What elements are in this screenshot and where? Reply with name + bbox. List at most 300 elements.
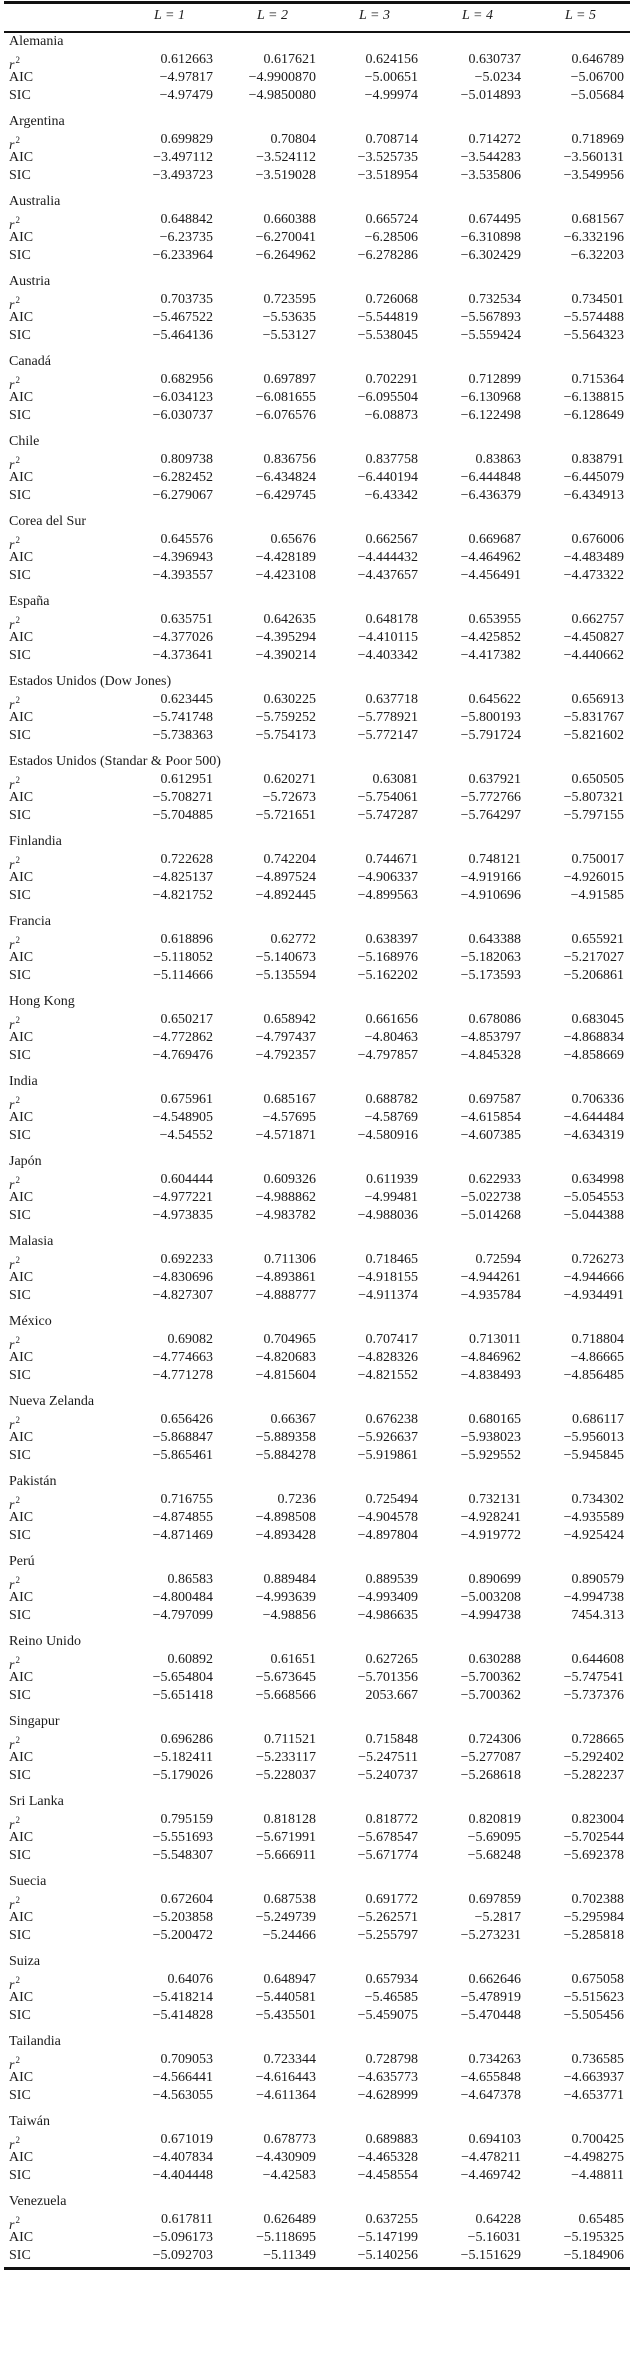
r-exponent: 2 bbox=[15, 1575, 20, 1585]
r-squared-value-l4: 0.674495 bbox=[468, 212, 521, 227]
r-symbol: r bbox=[9, 1578, 15, 1593]
aic-value-l1: −4.407834 bbox=[152, 2150, 213, 2165]
sic-row-label: SIC bbox=[9, 1928, 31, 1943]
aic-value-l4: −5.003208 bbox=[460, 1590, 521, 1605]
sic-row bbox=[0, 1607, 640, 1625]
aic-value-l4: −5.022738 bbox=[460, 1190, 521, 1205]
country-row bbox=[0, 913, 640, 931]
r-squared-value-l4: 0.637921 bbox=[468, 772, 521, 787]
aic-row bbox=[0, 2149, 640, 2167]
r-squared-value-l4: 0.697859 bbox=[468, 1892, 521, 1907]
r-squared-value-l3: 0.638397 bbox=[365, 932, 418, 947]
r-squared-value-l4: 0.680165 bbox=[468, 1412, 521, 1427]
r-symbol: r bbox=[9, 698, 15, 713]
sic-value-l5: −4.858669 bbox=[563, 1048, 624, 1063]
sic-value-l1: −4.827307 bbox=[152, 1288, 213, 1303]
r-squared-value-l5: 0.702388 bbox=[571, 1892, 624, 1907]
sic-value-l4: −5.791724 bbox=[460, 728, 521, 743]
column-header-l3: L = 3 bbox=[359, 8, 390, 23]
aic-value-l3: −5.701356 bbox=[357, 1670, 418, 1685]
r-squared-value-l1: 0.604444 bbox=[160, 1172, 213, 1187]
r-squared-value-l5: 0.675058 bbox=[571, 1972, 624, 1987]
country-name: México bbox=[9, 1314, 52, 1329]
r-squared-value-l2: 0.697897 bbox=[263, 372, 316, 387]
sic-value-l2: −5.53127 bbox=[262, 328, 316, 343]
aic-value-l3: −6.440194 bbox=[357, 470, 418, 485]
aic-value-l4: −4.615854 bbox=[460, 1110, 521, 1125]
sic-value-l5: −5.564323 bbox=[563, 328, 624, 343]
r-squared-value-l1: 0.618896 bbox=[160, 932, 213, 947]
aic-value-l3: −4.465328 bbox=[357, 2150, 418, 2165]
aic-value-l5: −5.195325 bbox=[563, 2230, 624, 2245]
aic-value-l3: −5.168976 bbox=[357, 950, 418, 965]
r-squared-row bbox=[0, 2131, 640, 2153]
sic-value-l1: −5.548307 bbox=[152, 1848, 213, 1863]
r-squared-row bbox=[0, 1171, 640, 1193]
aic-row bbox=[0, 1909, 640, 1927]
sic-row-label: SIC bbox=[9, 968, 31, 983]
r-squared-value-l3: 0.637718 bbox=[365, 692, 418, 707]
sic-row bbox=[0, 167, 640, 185]
sic-value-l5: −5.505456 bbox=[563, 2008, 624, 2023]
aic-value-l1: −5.096173 bbox=[152, 2230, 213, 2245]
aic-value-l3: −5.544819 bbox=[357, 310, 418, 325]
r-exponent: 2 bbox=[15, 1255, 20, 1265]
country-name: Reino Unido bbox=[9, 1634, 81, 1649]
aic-value-l1: −4.825137 bbox=[152, 870, 213, 885]
r-squared-value-l3: 0.648178 bbox=[365, 612, 418, 627]
r-symbol: r bbox=[9, 938, 15, 953]
r-squared-value-l1: 0.692233 bbox=[160, 1252, 213, 1267]
sic-value-l1: −4.769476 bbox=[152, 1048, 213, 1063]
r-squared-value-l5: 0.65485 bbox=[578, 2212, 624, 2227]
sic-value-l1: −5.651418 bbox=[152, 1688, 213, 1703]
country-row bbox=[0, 2033, 640, 2051]
aic-row bbox=[0, 1749, 640, 1767]
country-row bbox=[0, 1873, 640, 1891]
sic-row bbox=[0, 2087, 640, 2105]
r-squared-value-l5: 0.750017 bbox=[571, 852, 624, 867]
sic-value-l4: −5.700362 bbox=[460, 1688, 521, 1703]
r-squared-value-l5: 0.681567 bbox=[571, 212, 624, 227]
country-group bbox=[0, 193, 640, 273]
r-squared-row bbox=[0, 611, 640, 633]
aic-value-l3: −4.80463 bbox=[364, 1030, 418, 1045]
country-group bbox=[0, 273, 640, 353]
r-squared-value-l5: 0.634998 bbox=[571, 1172, 624, 1187]
r-squared-value-l3: 0.708714 bbox=[365, 132, 418, 147]
aic-row bbox=[0, 149, 640, 167]
r-squared-value-l4: 0.83863 bbox=[475, 452, 521, 467]
aic-value-l2: −5.72673 bbox=[262, 790, 316, 805]
r-symbol: r bbox=[9, 1098, 15, 1113]
sic-row bbox=[0, 647, 640, 665]
r-symbol: r bbox=[9, 458, 15, 473]
r-squared-value-l4: 0.890699 bbox=[468, 1572, 521, 1587]
aic-value-l5: −5.574488 bbox=[563, 310, 624, 325]
country-group bbox=[0, 353, 640, 433]
r-squared-value-l3: 0.726068 bbox=[365, 292, 418, 307]
r-squared-value-l3: 0.715848 bbox=[365, 1732, 418, 1747]
sic-value-l3: −4.797857 bbox=[357, 1048, 418, 1063]
aic-value-l5: −6.138815 bbox=[563, 390, 624, 405]
table-header bbox=[0, 8, 640, 28]
aic-value-l5: −4.944666 bbox=[563, 1270, 624, 1285]
sic-value-l5: −6.434913 bbox=[563, 488, 624, 503]
sic-row-label: SIC bbox=[9, 728, 31, 743]
country-name: Canadá bbox=[9, 354, 51, 369]
r-squared-value-l3: 0.707417 bbox=[365, 1332, 418, 1347]
sic-value-l5: −5.692378 bbox=[563, 1848, 624, 1863]
sic-value-l2: −5.884278 bbox=[255, 1448, 316, 1463]
aic-row bbox=[0, 2069, 640, 2087]
r-squared-value-l2: 0.711306 bbox=[264, 1252, 316, 1267]
country-row bbox=[0, 513, 640, 531]
sic-row-label: SIC bbox=[9, 1288, 31, 1303]
country-row bbox=[0, 273, 640, 291]
r-squared-value-l3: 0.889539 bbox=[365, 1572, 418, 1587]
country-row bbox=[0, 1713, 640, 1731]
sic-value-l5: −5.285818 bbox=[563, 1928, 624, 1943]
aic-value-l5: −4.86665 bbox=[570, 1350, 624, 1365]
r-exponent: 2 bbox=[15, 295, 20, 305]
aic-value-l2: −4.797437 bbox=[255, 1030, 316, 1045]
aic-row-label: AIC bbox=[9, 1830, 34, 1845]
r-symbol: r bbox=[9, 298, 15, 313]
aic-row bbox=[0, 469, 640, 487]
r-squared-value-l1: 0.675961 bbox=[160, 1092, 213, 1107]
aic-value-l4: −6.130968 bbox=[460, 390, 521, 405]
aic-value-l4: −5.938023 bbox=[460, 1430, 521, 1445]
aic-value-l4: −4.425852 bbox=[460, 630, 521, 645]
sic-row-label: SIC bbox=[9, 1768, 31, 1783]
r-squared-value-l5: 0.706336 bbox=[571, 1092, 624, 1107]
r-squared-value-l3: 0.691772 bbox=[365, 1892, 418, 1907]
aic-value-l5: −5.807321 bbox=[563, 790, 624, 805]
aic-row bbox=[0, 549, 640, 567]
r-squared-row bbox=[0, 371, 640, 393]
r-squared-value-l5: 0.890579 bbox=[571, 1572, 624, 1587]
r-squared-value-l5: 0.718969 bbox=[571, 132, 624, 147]
r-squared-value-l5: 0.662757 bbox=[571, 612, 624, 627]
r-symbol: r bbox=[9, 1658, 15, 1673]
sic-value-l4: −3.535806 bbox=[460, 168, 521, 183]
sic-value-l3: −5.255797 bbox=[357, 1928, 418, 1943]
country-name: Pakistán bbox=[9, 1474, 57, 1489]
country-name: Austria bbox=[9, 274, 51, 289]
r-squared-value-l2: 0.648947 bbox=[263, 1972, 316, 1987]
r-squared-value-l1: 0.656426 bbox=[160, 1412, 213, 1427]
aic-value-l3: −5.678547 bbox=[357, 1830, 418, 1845]
aic-value-l1: −4.396943 bbox=[152, 550, 213, 565]
r-squared-value-l4: 0.724306 bbox=[468, 1732, 521, 1747]
aic-row bbox=[0, 309, 640, 327]
sic-value-l4: −5.68248 bbox=[467, 1848, 521, 1863]
r-squared-row bbox=[0, 1011, 640, 1033]
sic-value-l2: −5.721651 bbox=[255, 808, 316, 823]
aic-row bbox=[0, 789, 640, 807]
aic-value-l4: −5.800193 bbox=[460, 710, 521, 725]
r-squared-value-l3: 0.688782 bbox=[365, 1092, 418, 1107]
r-squared-row bbox=[0, 131, 640, 153]
sic-value-l1: −4.373641 bbox=[152, 648, 213, 663]
aic-value-l4: −5.16031 bbox=[467, 2230, 521, 2245]
aic-value-l2: −4.893861 bbox=[255, 1270, 316, 1285]
aic-value-l4: −4.846962 bbox=[460, 1350, 521, 1365]
sic-value-l1: −5.114666 bbox=[153, 968, 213, 983]
sic-value-l5: −5.282237 bbox=[563, 1768, 624, 1783]
sic-row-label: SIC bbox=[9, 1048, 31, 1063]
r-squared-value-l1: 0.648842 bbox=[160, 212, 213, 227]
aic-row bbox=[0, 869, 640, 887]
sic-value-l4: −6.122498 bbox=[460, 408, 521, 423]
r-squared-value-l2: 0.836756 bbox=[263, 452, 316, 467]
sic-value-l1: −4.54552 bbox=[159, 1128, 213, 1143]
r-squared-row bbox=[0, 291, 640, 313]
r-squared-value-l4: 0.653955 bbox=[468, 612, 521, 627]
aic-value-l1: −5.551693 bbox=[152, 1830, 213, 1845]
aic-row-label: AIC bbox=[9, 1510, 34, 1525]
r-squared-value-l3: 0.718465 bbox=[365, 1252, 418, 1267]
aic-value-l2: −4.395294 bbox=[255, 630, 316, 645]
sic-row-label: SIC bbox=[9, 328, 31, 343]
sic-value-l2: −6.264962 bbox=[255, 248, 316, 263]
sic-value-l5: −4.634319 bbox=[563, 1128, 624, 1143]
aic-value-l3: −5.262571 bbox=[357, 1910, 418, 1925]
sic-row bbox=[0, 567, 640, 585]
sic-value-l3: −4.628999 bbox=[357, 2088, 418, 2103]
r-squared-value-l2: 0.630225 bbox=[263, 692, 316, 707]
r-squared-value-l3: 0.63081 bbox=[372, 772, 418, 787]
aic-value-l3: −5.247511 bbox=[358, 1750, 418, 1765]
aic-value-l2: −4.993639 bbox=[255, 1590, 316, 1605]
r-squared-value-l1: 0.645576 bbox=[160, 532, 213, 547]
r-squared-value-l1: 0.60892 bbox=[167, 1652, 213, 1667]
aic-row bbox=[0, 1669, 640, 1687]
country-row bbox=[0, 1633, 640, 1651]
r-squared-value-l1: 0.703735 bbox=[160, 292, 213, 307]
country-name: Estados Unidos (Dow Jones) bbox=[9, 674, 172, 689]
aic-row-label: AIC bbox=[9, 950, 34, 965]
aic-value-l3: −4.58769 bbox=[364, 1110, 418, 1125]
r-squared-value-l2: 0.723595 bbox=[263, 292, 316, 307]
r-squared-value-l2: 0.642635 bbox=[263, 612, 316, 627]
sic-row-label: SIC bbox=[9, 2168, 31, 2183]
aic-value-l2: −6.081655 bbox=[255, 390, 316, 405]
sic-value-l2: −4.9850080 bbox=[248, 88, 316, 103]
r-squared-value-l4: 0.712899 bbox=[468, 372, 521, 387]
aic-value-l3: −6.095504 bbox=[357, 390, 418, 405]
sic-value-l5: −4.856485 bbox=[563, 1368, 624, 1383]
country-row bbox=[0, 673, 640, 691]
aic-value-l1: −6.282452 bbox=[152, 470, 213, 485]
r-squared-value-l4: 0.820819 bbox=[468, 1812, 521, 1827]
aic-value-l4: −4.944261 bbox=[460, 1270, 521, 1285]
country-name: Sri Lanka bbox=[9, 1794, 64, 1809]
r-squared-row bbox=[0, 1251, 640, 1273]
aic-value-l2: −4.988862 bbox=[255, 1190, 316, 1205]
sic-row bbox=[0, 2247, 640, 2265]
sic-value-l2: −4.892445 bbox=[255, 888, 316, 903]
aic-value-l2: −5.440581 bbox=[255, 1990, 316, 2005]
sic-value-l1: −4.563055 bbox=[152, 2088, 213, 2103]
sic-value-l3: 2053.667 bbox=[365, 1688, 418, 1703]
aic-value-l1: −4.566441 bbox=[152, 2070, 213, 2085]
r-exponent: 2 bbox=[15, 1975, 20, 1985]
country-row bbox=[0, 113, 640, 131]
country-name: Suecia bbox=[9, 1874, 47, 1889]
r-squared-value-l4: 0.645622 bbox=[468, 692, 521, 707]
r-squared-value-l1: 0.672604 bbox=[160, 1892, 213, 1907]
r-squared-value-l4: 0.64228 bbox=[475, 2212, 521, 2227]
sic-row bbox=[0, 1447, 640, 1465]
r-squared-value-l4: 0.697587 bbox=[468, 1092, 521, 1107]
sic-value-l3: −5.747287 bbox=[357, 808, 418, 823]
country-row bbox=[0, 833, 640, 851]
aic-value-l3: −4.444432 bbox=[357, 550, 418, 565]
sic-value-l1: −4.771278 bbox=[152, 1368, 213, 1383]
r-squared-value-l5: 0.734302 bbox=[571, 1492, 624, 1507]
r-symbol: r bbox=[9, 1178, 15, 1193]
r-exponent: 2 bbox=[15, 1735, 20, 1745]
sic-value-l5: −4.473322 bbox=[563, 568, 624, 583]
aic-value-l1: −5.467522 bbox=[152, 310, 213, 325]
aic-value-l5: −5.831767 bbox=[563, 710, 624, 725]
country-name: Chile bbox=[9, 434, 40, 449]
column-header-l2: L = 2 bbox=[257, 8, 288, 23]
aic-value-l5: −6.332196 bbox=[563, 230, 624, 245]
r-exponent: 2 bbox=[15, 1415, 20, 1425]
aic-value-l5: −4.644484 bbox=[563, 1110, 624, 1125]
country-group bbox=[0, 2113, 640, 2193]
sic-value-l4: −5.764297 bbox=[460, 808, 521, 823]
r-squared-value-l5: 0.736585 bbox=[571, 2052, 624, 2067]
aic-value-l3: −4.410115 bbox=[358, 630, 418, 645]
sic-value-l5: −5.05684 bbox=[570, 88, 624, 103]
r-squared-value-l2: 0.626489 bbox=[263, 2212, 316, 2227]
sic-value-l1: −5.865461 bbox=[152, 1448, 213, 1463]
r-squared-row bbox=[0, 1331, 640, 1353]
country-row bbox=[0, 1953, 640, 1971]
aic-row bbox=[0, 1429, 640, 1447]
r-squared-value-l5: 0.734501 bbox=[571, 292, 624, 307]
sic-value-l4: −5.929552 bbox=[460, 1448, 521, 1463]
r-squared-value-l3: 0.665724 bbox=[365, 212, 418, 227]
sic-value-l5: −4.934491 bbox=[563, 1288, 624, 1303]
country-row bbox=[0, 1313, 640, 1331]
aic-row-label: AIC bbox=[9, 1270, 34, 1285]
aic-value-l1: −6.23735 bbox=[159, 230, 213, 245]
sic-value-l4: −5.173593 bbox=[460, 968, 521, 983]
sic-value-l3: −5.919861 bbox=[357, 1448, 418, 1463]
aic-row-label: AIC bbox=[9, 390, 34, 405]
sic-value-l2: −4.983782 bbox=[255, 1208, 316, 1223]
r-squared-row bbox=[0, 2211, 640, 2233]
aic-row bbox=[0, 1989, 640, 2007]
sic-value-l1: −4.97479 bbox=[159, 88, 213, 103]
country-name: Japón bbox=[9, 1154, 42, 1169]
sic-value-l5: −5.737376 bbox=[563, 1688, 624, 1703]
sic-value-l2: −5.668566 bbox=[255, 1688, 316, 1703]
r-exponent: 2 bbox=[15, 1895, 20, 1905]
r-squared-value-l4: 0.734263 bbox=[468, 2052, 521, 2067]
sic-row-label: SIC bbox=[9, 1368, 31, 1383]
aic-value-l2: −4.9900870 bbox=[248, 70, 316, 85]
aic-value-l3: −5.00651 bbox=[364, 70, 418, 85]
r-squared-row bbox=[0, 1411, 640, 1433]
aic-value-l1: −6.034123 bbox=[152, 390, 213, 405]
r-symbol: r bbox=[9, 858, 15, 873]
sic-value-l5: −5.821602 bbox=[563, 728, 624, 743]
r-squared-value-l4: 0.669687 bbox=[468, 532, 521, 547]
r-squared-value-l1: 0.671019 bbox=[160, 2132, 213, 2147]
country-name: Perú bbox=[9, 1554, 35, 1569]
country-group bbox=[0, 33, 640, 113]
aic-row-label: AIC bbox=[9, 70, 34, 85]
sic-row bbox=[0, 1847, 640, 1865]
aic-value-l5: −5.295984 bbox=[563, 1910, 624, 1925]
sic-value-l5: −5.945845 bbox=[563, 1448, 624, 1463]
sic-value-l4: −5.151629 bbox=[460, 2248, 521, 2263]
country-group bbox=[0, 1953, 640, 2033]
sic-value-l3: −4.988036 bbox=[357, 1208, 418, 1223]
r-squared-value-l4: 0.72594 bbox=[475, 1252, 521, 1267]
r-exponent: 2 bbox=[15, 135, 20, 145]
r-exponent: 2 bbox=[15, 1015, 20, 1025]
r-squared-value-l5: 0.718804 bbox=[571, 1332, 624, 1347]
r-squared-value-l5: 0.838791 bbox=[571, 452, 624, 467]
sic-value-l3: −6.278286 bbox=[357, 248, 418, 263]
aic-value-l5: −5.956013 bbox=[563, 1430, 624, 1445]
r-squared-value-l5: 0.823004 bbox=[571, 1812, 624, 1827]
aic-value-l5: −4.450827 bbox=[563, 630, 624, 645]
sic-value-l1: −4.393557 bbox=[152, 568, 213, 583]
aic-value-l1: −5.182411 bbox=[153, 1750, 213, 1765]
sic-value-l3: −6.43342 bbox=[364, 488, 418, 503]
r-exponent: 2 bbox=[15, 935, 20, 945]
aic-value-l3: −4.906337 bbox=[357, 870, 418, 885]
sic-value-l1: −5.414828 bbox=[152, 2008, 213, 2023]
r-symbol: r bbox=[9, 1258, 15, 1273]
country-row bbox=[0, 1553, 640, 1571]
r-symbol: r bbox=[9, 778, 15, 793]
aic-value-l3: −5.778921 bbox=[357, 710, 418, 725]
aic-value-l2: −6.270041 bbox=[255, 230, 316, 245]
r-squared-value-l2: 0.7236 bbox=[277, 1492, 316, 1507]
r-squared-value-l2: 0.70804 bbox=[270, 132, 316, 147]
r-symbol: r bbox=[9, 1418, 15, 1433]
sic-row-label: SIC bbox=[9, 568, 31, 583]
sic-value-l4: −6.436379 bbox=[460, 488, 521, 503]
r-squared-value-l3: 0.837758 bbox=[365, 452, 418, 467]
aic-row-label: AIC bbox=[9, 710, 34, 725]
aic-row-label: AIC bbox=[9, 2150, 34, 2165]
sic-row-label: SIC bbox=[9, 168, 31, 183]
sic-value-l3: −5.538045 bbox=[357, 328, 418, 343]
r-squared-row bbox=[0, 1571, 640, 1593]
sic-value-l3: −5.772147 bbox=[357, 728, 418, 743]
aic-row-label: AIC bbox=[9, 2070, 34, 2085]
aic-value-l2: −4.428189 bbox=[255, 550, 316, 565]
country-group bbox=[0, 1393, 640, 1473]
r-squared-value-l1: 0.69082 bbox=[167, 1332, 213, 1347]
aic-value-l4: −5.277087 bbox=[460, 1750, 521, 1765]
r-squared-value-l5: 0.655921 bbox=[571, 932, 624, 947]
sic-value-l2: −4.792357 bbox=[255, 1048, 316, 1063]
r-exponent: 2 bbox=[15, 375, 20, 385]
sic-row bbox=[0, 807, 640, 825]
r-squared-value-l3: 0.676238 bbox=[365, 1412, 418, 1427]
